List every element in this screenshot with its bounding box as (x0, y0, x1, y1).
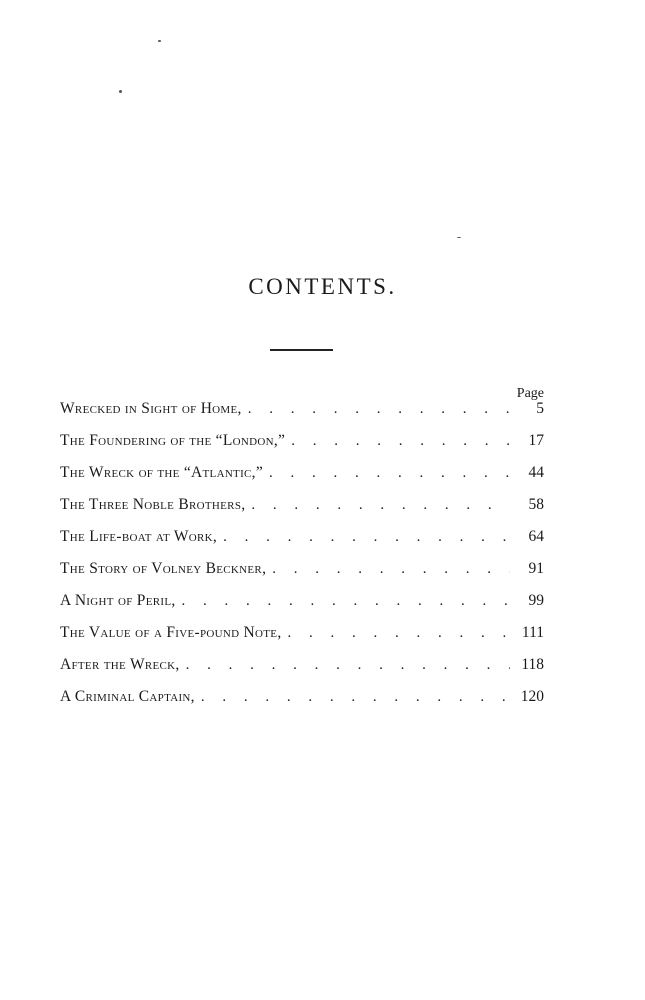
dot-leader (195, 689, 510, 706)
toc-entry-title: The Life-boat at Work, (60, 528, 218, 545)
toc-entry-page: 58 (528, 496, 544, 513)
dot-leader (217, 529, 510, 546)
toc-entry-page: 5 (536, 400, 544, 417)
toc-entry[interactable] (60, 592, 544, 624)
dot-leader (285, 433, 510, 450)
toc-entry-title: The Value of a Five-pound Note, (60, 624, 282, 641)
toc-entry[interactable] (60, 432, 544, 464)
toc-entry-page: 64 (528, 528, 544, 545)
toc-entry-title: The Foundering of the “London,” (60, 432, 286, 449)
toc-entry-title: The Three Noble Brothers, (60, 496, 246, 513)
toc-entry-page: 120 (520, 688, 544, 705)
toc-entry[interactable] (60, 464, 544, 496)
toc-entry[interactable] (60, 688, 544, 720)
toc-entry-page: 17 (528, 432, 544, 449)
toc-entry-title: Wrecked in Sight of Home, (60, 400, 242, 417)
dot-leader (242, 401, 510, 418)
toc-entry-page: 99 (528, 592, 544, 609)
toc-entry-title: The Wreck of the “Atlantic,” (60, 464, 264, 481)
toc-entry-page: 91 (528, 560, 544, 577)
toc-entry-title: A Night of Peril, (60, 592, 176, 609)
toc-entry[interactable] (60, 528, 544, 560)
toc-entry[interactable] (60, 560, 544, 592)
page-column-label: Page (516, 386, 544, 401)
toc-entry-title: A Criminal Captain, (60, 688, 195, 705)
toc-entry-page: 118 (521, 656, 544, 673)
dot-leader (176, 593, 510, 610)
dot-leader (263, 465, 510, 482)
dot-leader (266, 561, 510, 578)
ink-speck (457, 237, 461, 238)
table-of-contents (60, 400, 544, 720)
page-title: CONTENTS. (248, 274, 397, 299)
toc-entry[interactable] (60, 496, 544, 528)
ink-speck (158, 40, 161, 42)
toc-entry-title: After the Wreck, (60, 656, 180, 673)
toc-entry-page: 111 (521, 624, 544, 641)
ink-speck (119, 90, 122, 93)
toc-entry-title: The Story of Volney Beckner, (60, 560, 267, 577)
title-rule (270, 349, 333, 351)
dot-leader (282, 625, 510, 642)
toc-entry[interactable] (60, 400, 544, 432)
toc-entry-page: 44 (528, 464, 544, 481)
dot-leader (245, 497, 510, 514)
toc-entry[interactable] (60, 656, 544, 688)
dot-leader (180, 657, 510, 674)
toc-entry[interactable] (60, 624, 544, 656)
